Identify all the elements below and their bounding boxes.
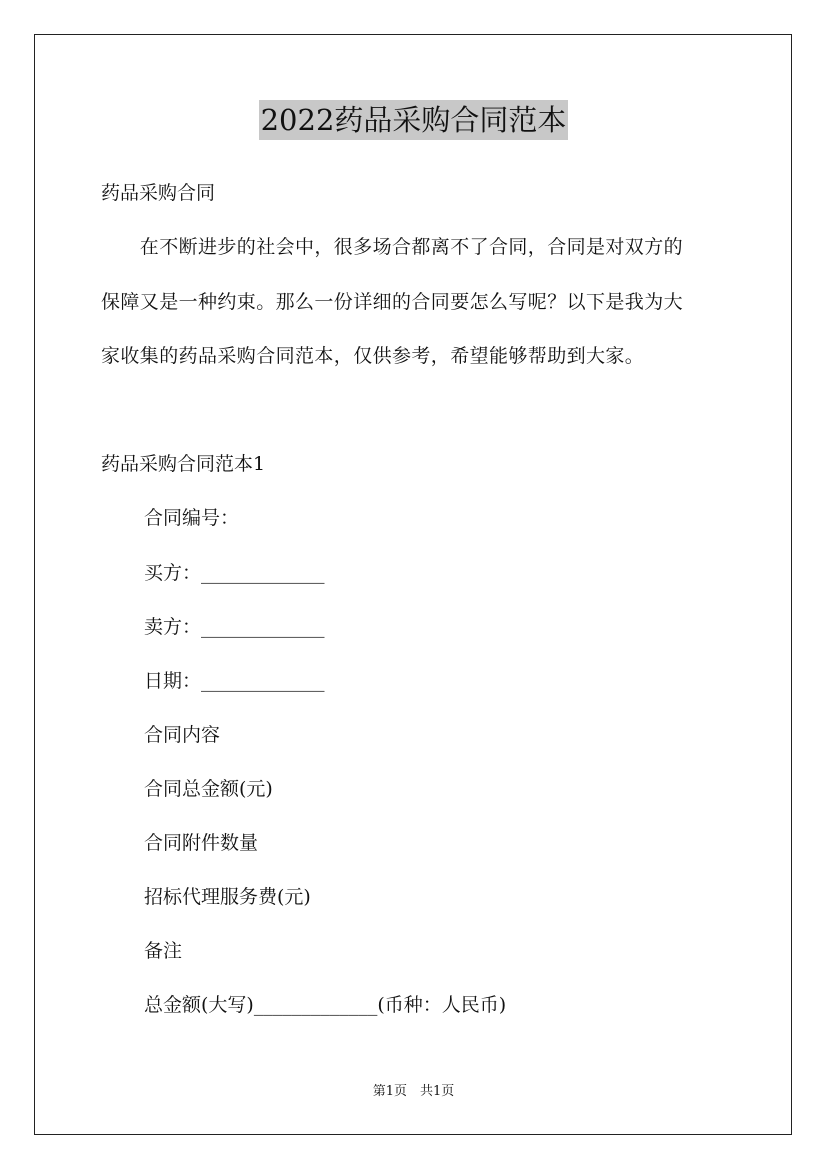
field-date: 日期：_____________ xyxy=(144,670,325,692)
field-attachments: 合同附件数量 xyxy=(144,832,259,854)
field-content: 合同内容 xyxy=(144,724,221,746)
field-total-amount: 合同总金额(元) xyxy=(144,778,273,800)
document-heading: 药品采购合同 xyxy=(101,182,216,204)
title-container xyxy=(0,100,827,140)
page-number-label: 第1页 共1页 xyxy=(372,1084,455,1099)
intro-line-1: 在不断进步的社会中，很多场合都离不了合同，合同是对双方的 xyxy=(101,236,684,258)
page-footer xyxy=(0,1083,827,1101)
document-title: 2022药品采购合同范本 xyxy=(259,100,569,140)
field-buyer: 买方：_____________ xyxy=(144,562,325,584)
field-remarks: 备注 xyxy=(144,940,183,962)
field-seller: 卖方：_____________ xyxy=(144,616,325,638)
field-total-uppercase: 总金额(大写)_____________(币种：人民币) xyxy=(144,994,507,1016)
section-title: 药品采购合同范本1 xyxy=(101,453,266,475)
intro-line-3: 家收集的药品采购合同范本，仅供参考，希望能够帮助到大家。 xyxy=(101,345,645,367)
field-contract-no: 合同编号： xyxy=(144,507,240,529)
field-agency-fee: 招标代理服务费(元) xyxy=(144,886,311,908)
intro-line-2: 保障又是一种约束。那么一份详细的合同要怎么写呢？以下是我为大 xyxy=(101,291,684,313)
